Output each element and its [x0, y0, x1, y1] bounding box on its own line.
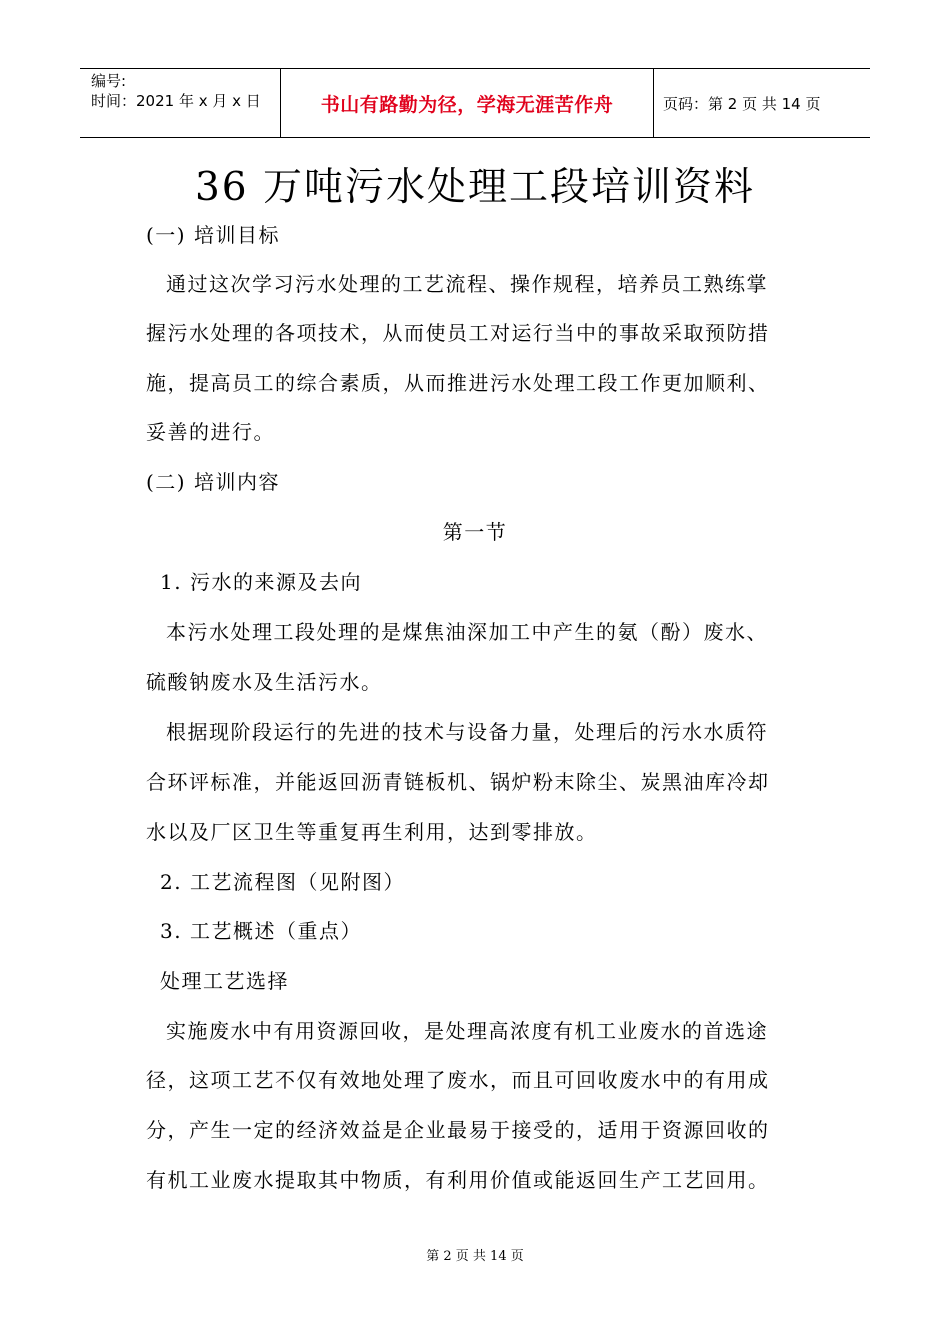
document-title: 36 万吨污水处理工段培训资料 [194, 165, 756, 210]
subheading-process-flow: 2. 工艺流程图（见附图） [160, 870, 405, 894]
subheading-sewage-source: 1. 污水的来源及去向 [160, 570, 362, 594]
paragraph-line: 本污水处理工段处理的是煤焦油深加工中产生的氨（酚）废水、 [166, 620, 768, 644]
paragraph-line: 水以及厂区卫生等重复再生利用，达到零排放。 [146, 820, 598, 844]
header-motto: 书山有路勤为径，学海无涯苦作舟 [320, 93, 614, 116]
section-title-first: 第一节 [442, 520, 508, 544]
header-page-cell [654, 69, 870, 137]
paragraph-line: 硫酸钠废水及生活污水。 [146, 670, 383, 694]
paragraph-line: 妥善的进行。 [146, 420, 275, 444]
document-time-label: 时间：2021 年 x 月 x 日 [91, 92, 261, 110]
paragraph-line: 实施废水中有用资源回收，是处理高浓度有机工业废水的首选途 [166, 1019, 768, 1043]
document-number-label: 编号: [91, 72, 127, 90]
subheading-process-selection: 处理工艺选择 [160, 969, 289, 993]
page-footer: 第 2 页 共 14 页 [426, 1249, 524, 1264]
header-meta-cell [80, 69, 281, 137]
paragraph-line: 施，提高员工的综合素质，从而推进污水处理工段工作更加顺利、 [146, 371, 770, 395]
paragraph-line: 根据现阶段运行的先进的技术与设备力量，处理后的污水水质符 [166, 720, 768, 744]
paragraph-line: 分，产生一定的经济效益是企业最易于接受的，适用于资源回收的 [146, 1118, 770, 1142]
paragraph-line: 握污水处理的各项技术，从而使员工对运行当中的事故采取预防措 [146, 321, 770, 345]
paragraph-line: 有机工业废水提取其中物质，有利用价值或能返回生产工艺回用。 [146, 1168, 770, 1192]
document-header [80, 68, 870, 138]
subheading-process-overview: 3. 工艺概述（重点） [160, 919, 362, 943]
header-motto-cell [281, 69, 654, 137]
paragraph-line: 合环评标准，并能返回沥青链板机、锅炉粉末除尘、炭黑油库冷却 [146, 770, 770, 794]
paragraph-line: 径，这项工艺不仅有效地处理了废水，而且可回收废水中的有用成 [146, 1068, 770, 1092]
section-heading-training-content: (二) 培训内容 [146, 470, 280, 494]
section-heading-training-goal: (一) 培训目标 [146, 223, 280, 247]
header-page-number: 页码：第 2 页 共 14 页 [663, 94, 821, 113]
paragraph-line: 通过这次学习污水处理的工艺流程、操作规程，培养员工熟练掌 [166, 272, 768, 296]
